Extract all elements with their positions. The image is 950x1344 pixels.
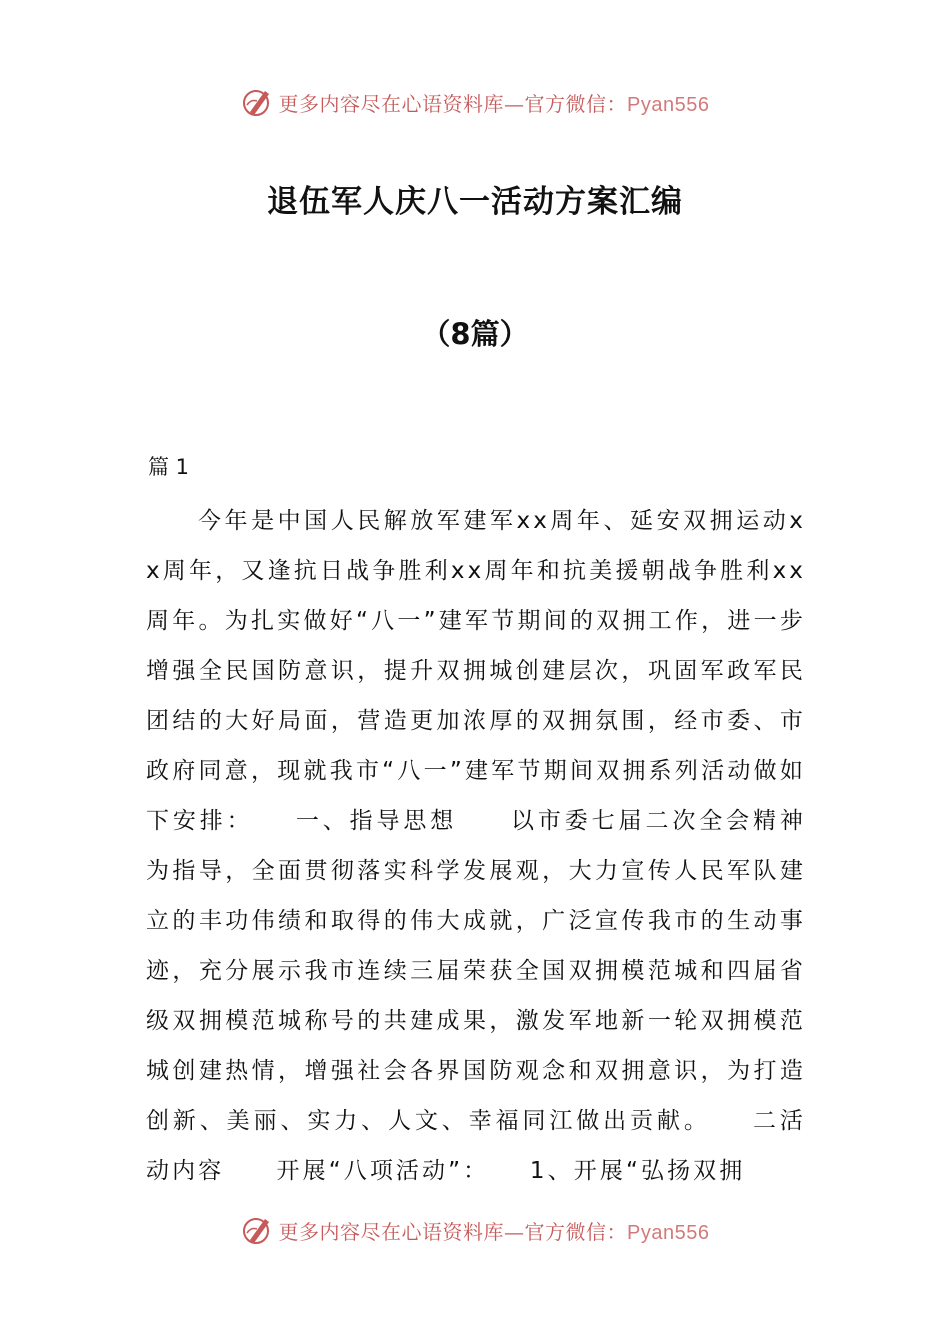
document-title: 退伍军人庆八一活动方案汇编 xyxy=(267,184,683,220)
section-label: 篇 1 xyxy=(148,455,190,479)
watermark-text: 更多内容尽在心语资料库—官方微信：Pyan556 xyxy=(278,1219,710,1244)
body-paragraph: 今年是中国人民解放军建军xx周年、延安双拥运动xx周年，又逢抗日战争胜利xx周年和抗美援朝战争胜利xx周年。为扎实做好“八一”建军节期间的双拥工作，进一步增强全民国防意识，提升双拥城创建层次，巩固军政军民团结的大好局面，营造更加浓厚的双拥氛围，经市委、市政府同意，现就我市“八一”建军节期间双拥系列活动做如下安排： 一、指导思想 以市委七届二次全会精神为指导，全面贯彻落实科学发展观，大力宣传人民军队建立的丰功伟绩和取得的伟大成就，广泛宣传我市的生动事迹，充分展示我市连续三届荣获全国双拥模范城和四届省级双拥模范城称号的共建成果，激发军地新一轮双拥模范城创建热情，增强社会各界国防观念和双拥意识，为打造创新、美丽、实力、人文、幸福同江做出贡献。 二活动内容 开展“八项活动”： 1、开展“弘扬双拥 xyxy=(146,508,806,1184)
watermark-text: 更多内容尽在心语资料库—官方微信：Pyan556 xyxy=(278,91,710,116)
header-watermark xyxy=(0,82,950,122)
pen-circle-logo-icon xyxy=(241,1213,275,1247)
pen-circle-logo-icon xyxy=(241,85,275,119)
footer-watermark xyxy=(0,1210,950,1250)
document-subtitle: （8篇） xyxy=(421,317,529,351)
